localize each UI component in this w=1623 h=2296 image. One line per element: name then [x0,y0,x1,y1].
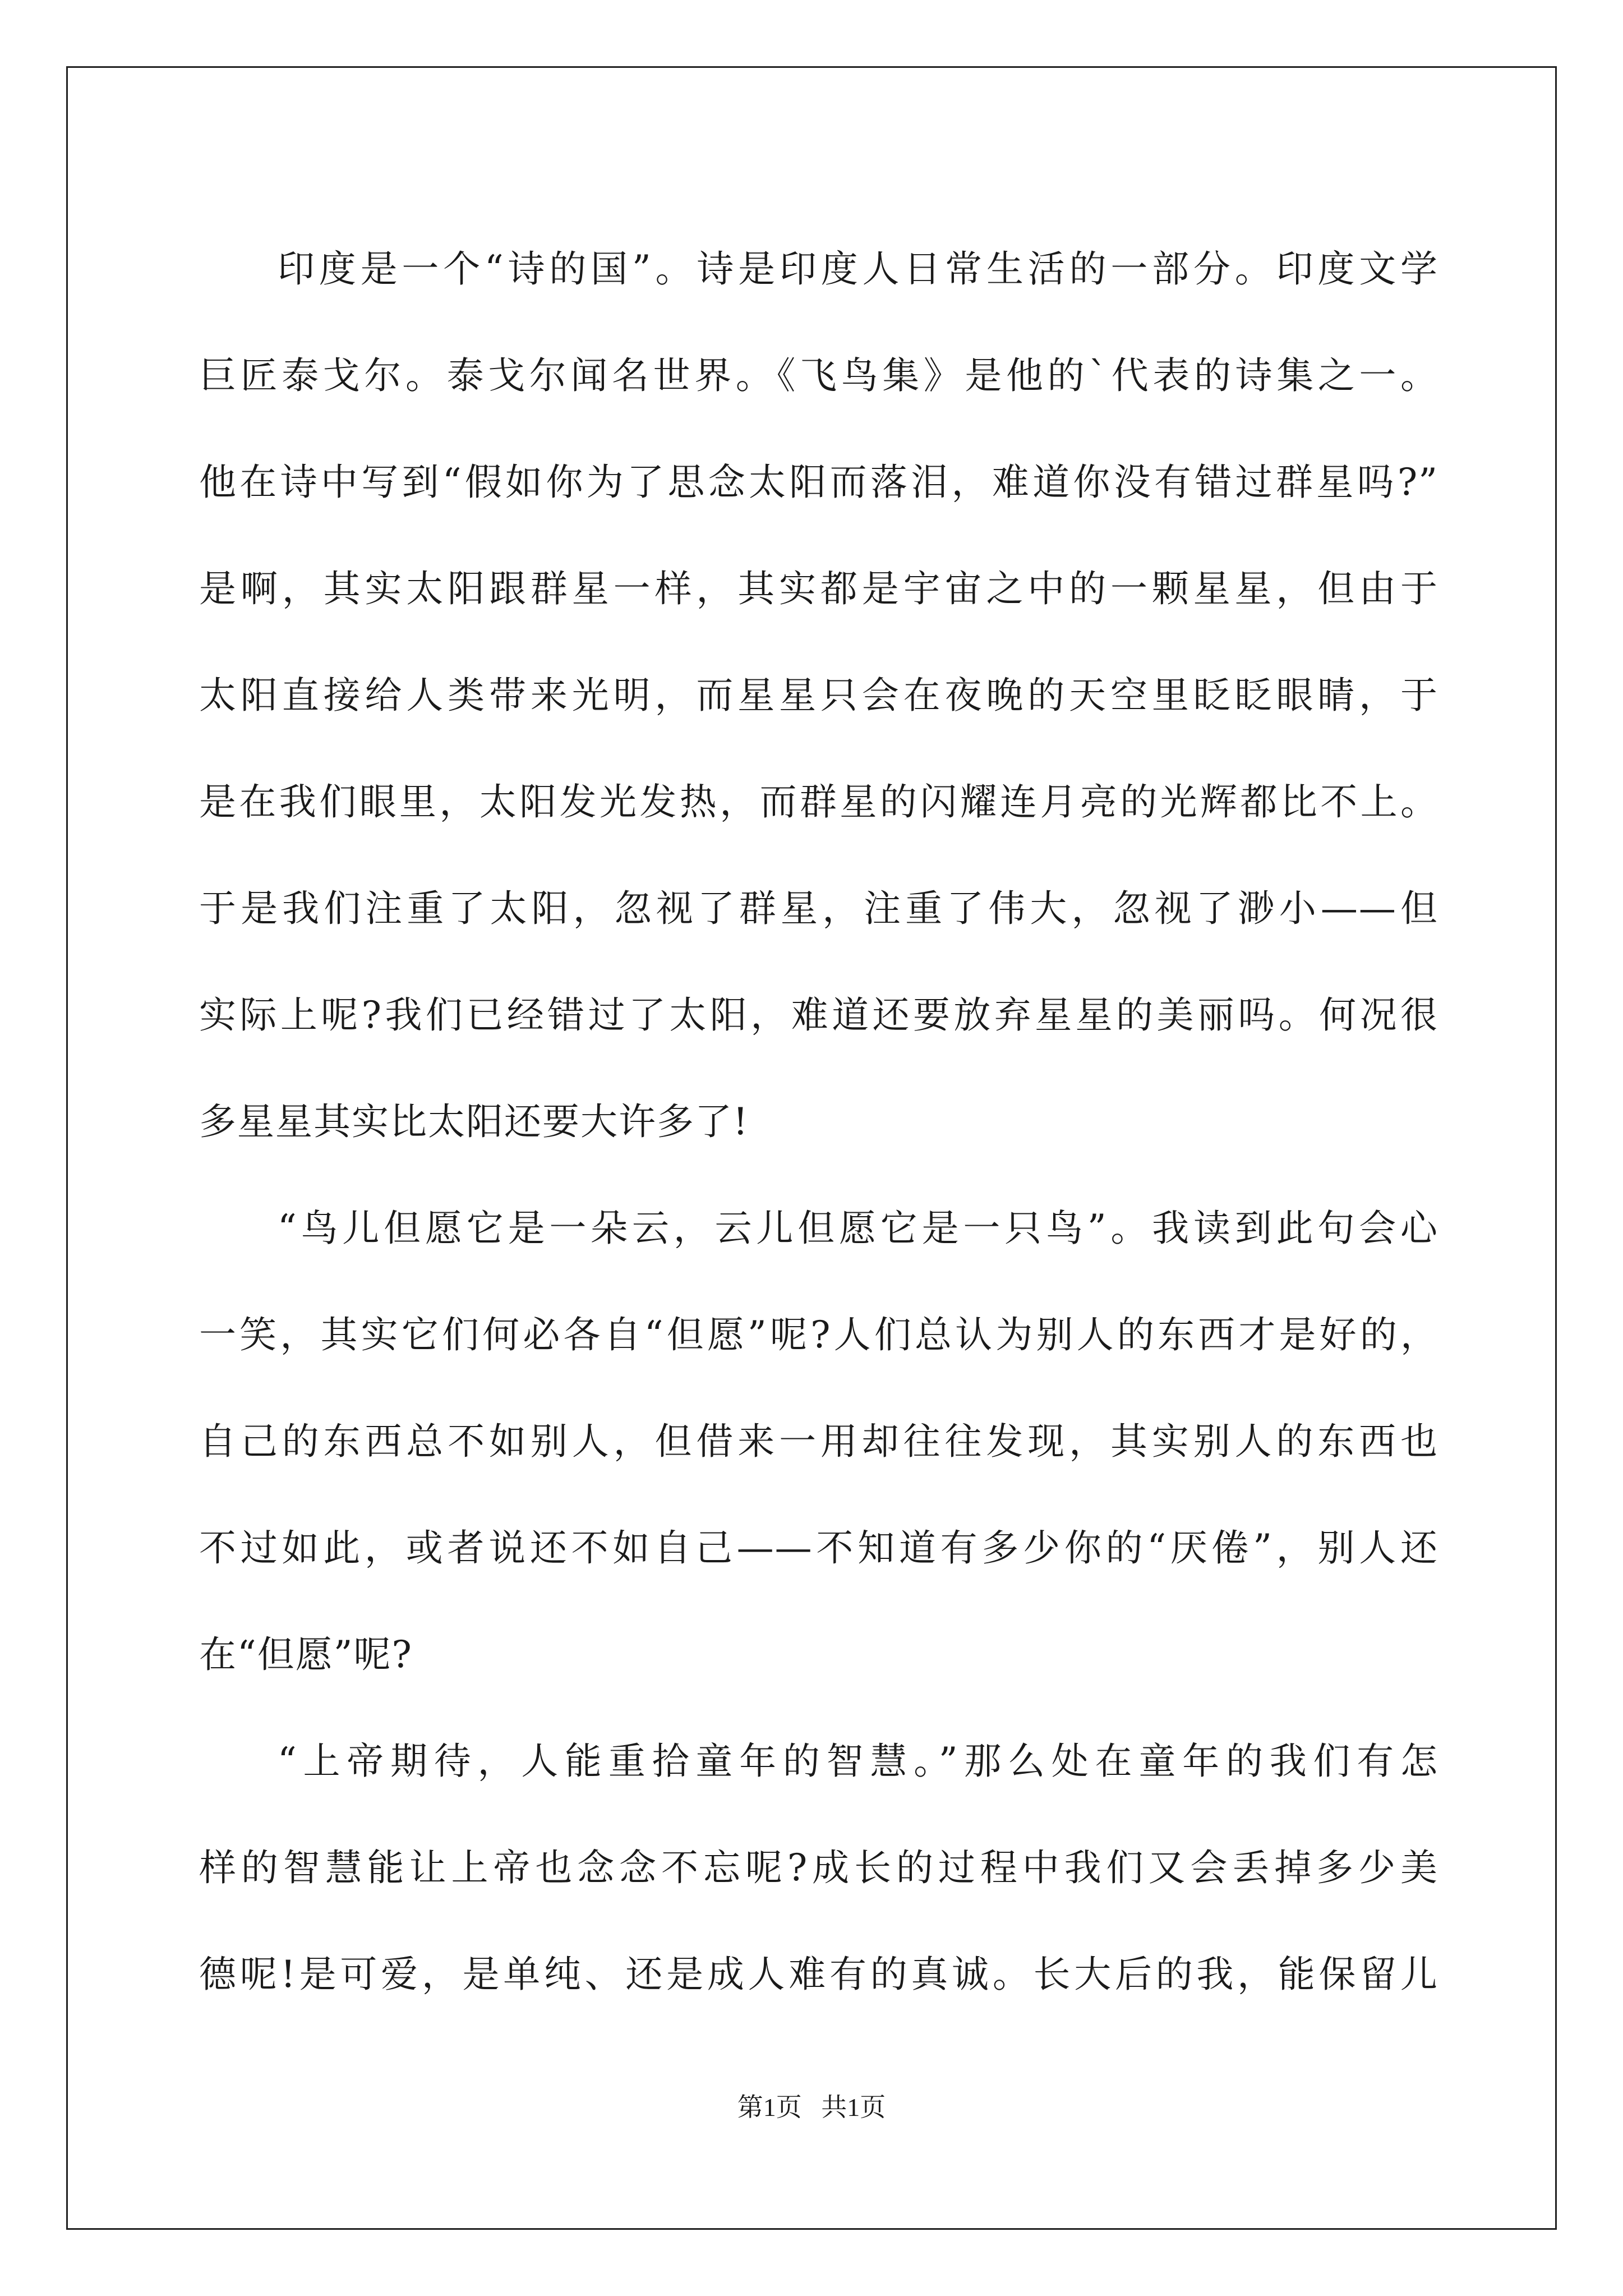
paragraph-1-line-8: 实际上呢?我们已经错过了太阳，难道还要放弃星星的美丽吗。何况很 [199,993,1438,1037]
paragraph-1-line-2: 巨匠泰戈尔。泰戈尔闻名世界。《飞鸟集》是他的`代表的诗集之一。 [199,354,1438,397]
paragraph-1-line-9: 多星星其实比太阳还要大许多了! [199,1100,749,1143]
paragraph-1-line-4: 是啊，其实太阳跟群星一样，其实都是宇宙之中的一颗星星，但由于 [199,567,1438,610]
page-number-footer: 第1页 共1页 [737,2093,886,2122]
paragraph-1-line-6: 是在我们眼里，太阳发光发热，而群星的闪耀连月亮的光辉都比不上。 [199,780,1438,823]
paragraph-2-line-1: “鸟儿但愿它是一朵云，云儿但愿它是一只鸟”。我读到此句会心 [278,1207,1438,1250]
paragraph-3-line-3: 德呢!是可爱，是单纯、还是成人难有的真诚。长大后的我，能保留儿 [199,1953,1438,1996]
paragraph-2-line-5: 在“但愿”呢? [199,1633,413,1676]
paragraph-2-line-3: 自己的东西总不如别人，但借来一用却往往发现，其实别人的东西也 [199,1420,1438,1463]
paragraph-1-line-5: 太阳直接给人类带来光明，而星星只会在夜晚的天空里眨眨眼睛，于 [199,674,1438,717]
paragraph-1-line-1: 印度是一个“诗的国”。诗是印度人日常生活的一部分。印度文学 [278,247,1438,291]
paragraph-1-line-7: 于是我们注重了太阳，忽视了群星，注重了伟大，忽视了渺小——但 [199,887,1438,930]
document-body [199,216,1438,2028]
paragraph-1-line-3: 他在诗中写到“假如你为了思念太阳而落泪，难道你没有错过群星吗?” [199,461,1438,504]
paragraph-3-line-2: 样的智慧能让上帝也念念不忘呢?成长的过程中我们又会丢掉多少美 [199,1846,1438,1889]
paragraph-2-line-4: 不过如此，或者说还不如自己——不知道有多少你的“厌倦”，别人还 [199,1526,1438,1570]
paragraph-3-line-1: “上帝期待，人能重拾童年的智慧。”那么处在童年的我们有怎 [278,1740,1438,1783]
paragraph-2-line-2: 一笑，其实它们何必各自“但愿”呢?人们总认为别人的东西才是好的， [199,1313,1438,1356]
